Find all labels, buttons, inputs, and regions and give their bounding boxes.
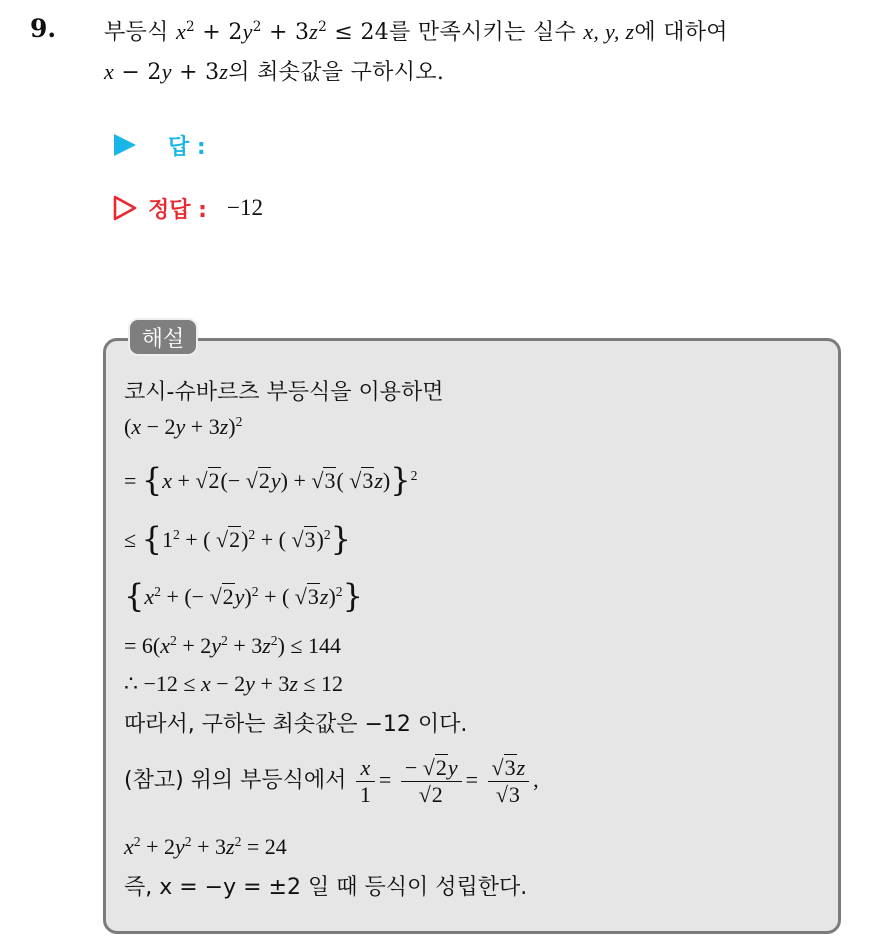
solution-eq-5: = $6(x^2 + 2y^2 + 3z^2) \le 144$	[124, 632, 342, 658]
math-sup: 2	[186, 18, 195, 35]
solution-final: 즉, x = −y = ±2 일 때 등식이 성립한다.	[124, 875, 528, 900]
solution-intro: 코시-슈바르츠 부등식을 이용하면	[124, 380, 444, 405]
problem-text: 에 대하여	[634, 20, 728, 45]
problem-statement-line2	[104, 55, 444, 86]
answer-row	[112, 130, 206, 160]
note-prefix: (참고) 위의 부등식에서	[124, 767, 347, 793]
math-var: z	[309, 19, 319, 44]
math-vars: x, y, z	[583, 19, 635, 44]
problem-statement-line1	[104, 15, 728, 46]
correct-answer-value: −12	[226, 195, 263, 220]
solution-eq-1: $(x - 2y + 3z)^2$	[124, 413, 243, 439]
correct-answer-row	[112, 192, 263, 224]
math-text: + 2	[195, 20, 243, 45]
problem-text: 부등식	[104, 20, 169, 45]
problem-text: ≤ 24를 만족시키는 실수	[327, 20, 584, 45]
solution-note: (참고) 위의 부등식에서 $\frac{x}{1}$ = $\frac{- √2y}{√2}$ = $\frac{√3z}{√3}$ ,	[124, 755, 539, 808]
math-var: x	[104, 59, 115, 84]
fraction: $\frac{√3z}{√3}$	[488, 755, 530, 809]
play-arrow-icon	[112, 132, 138, 158]
solution-eq-3: ≤ {$1^2$ + ( √2)$^2$ + ( √3)$^2$}	[124, 520, 352, 558]
math-text: + 3	[171, 60, 220, 85]
math-var: z	[219, 59, 229, 84]
fraction: $\frac{x}{1}$	[356, 755, 375, 809]
solution-eq-4: {$x^2$ + (− √2y)$^2$ + ( √3z)$^2$}	[124, 577, 363, 615]
math-sup: 2	[252, 18, 262, 35]
math-text: − 2	[114, 60, 162, 85]
solution-tab: 해설	[128, 318, 198, 356]
math-text: + 3	[261, 20, 310, 45]
problem-number: 9.	[30, 14, 57, 43]
answer-label: 답 :	[168, 134, 206, 160]
fraction: $\frac{- √2y}{√2}$	[401, 755, 462, 809]
outline-arrow-icon	[112, 194, 138, 222]
math-sup: 2	[318, 18, 328, 35]
correct-answer-label: 정답 :	[148, 197, 207, 223]
solution-eq-6: ∴ −12 ≤ x − 2y + 3z ≤ 12	[124, 671, 343, 696]
solution-eq-7: $x^2 + 2y^2 + 3z^2 = 24$	[124, 833, 287, 859]
solution-eq-2: = {x + √2(− √2y) + √3( √3z)}$^2$	[124, 461, 418, 499]
math-var: x	[175, 19, 187, 44]
problem-text: 의 최솟값을 구하시오.	[228, 60, 445, 85]
solution-conclusion: 따라서, 구하는 최솟값은 −12 이다.	[124, 712, 468, 737]
math-var: y	[242, 19, 253, 44]
math-var: y	[161, 59, 172, 84]
